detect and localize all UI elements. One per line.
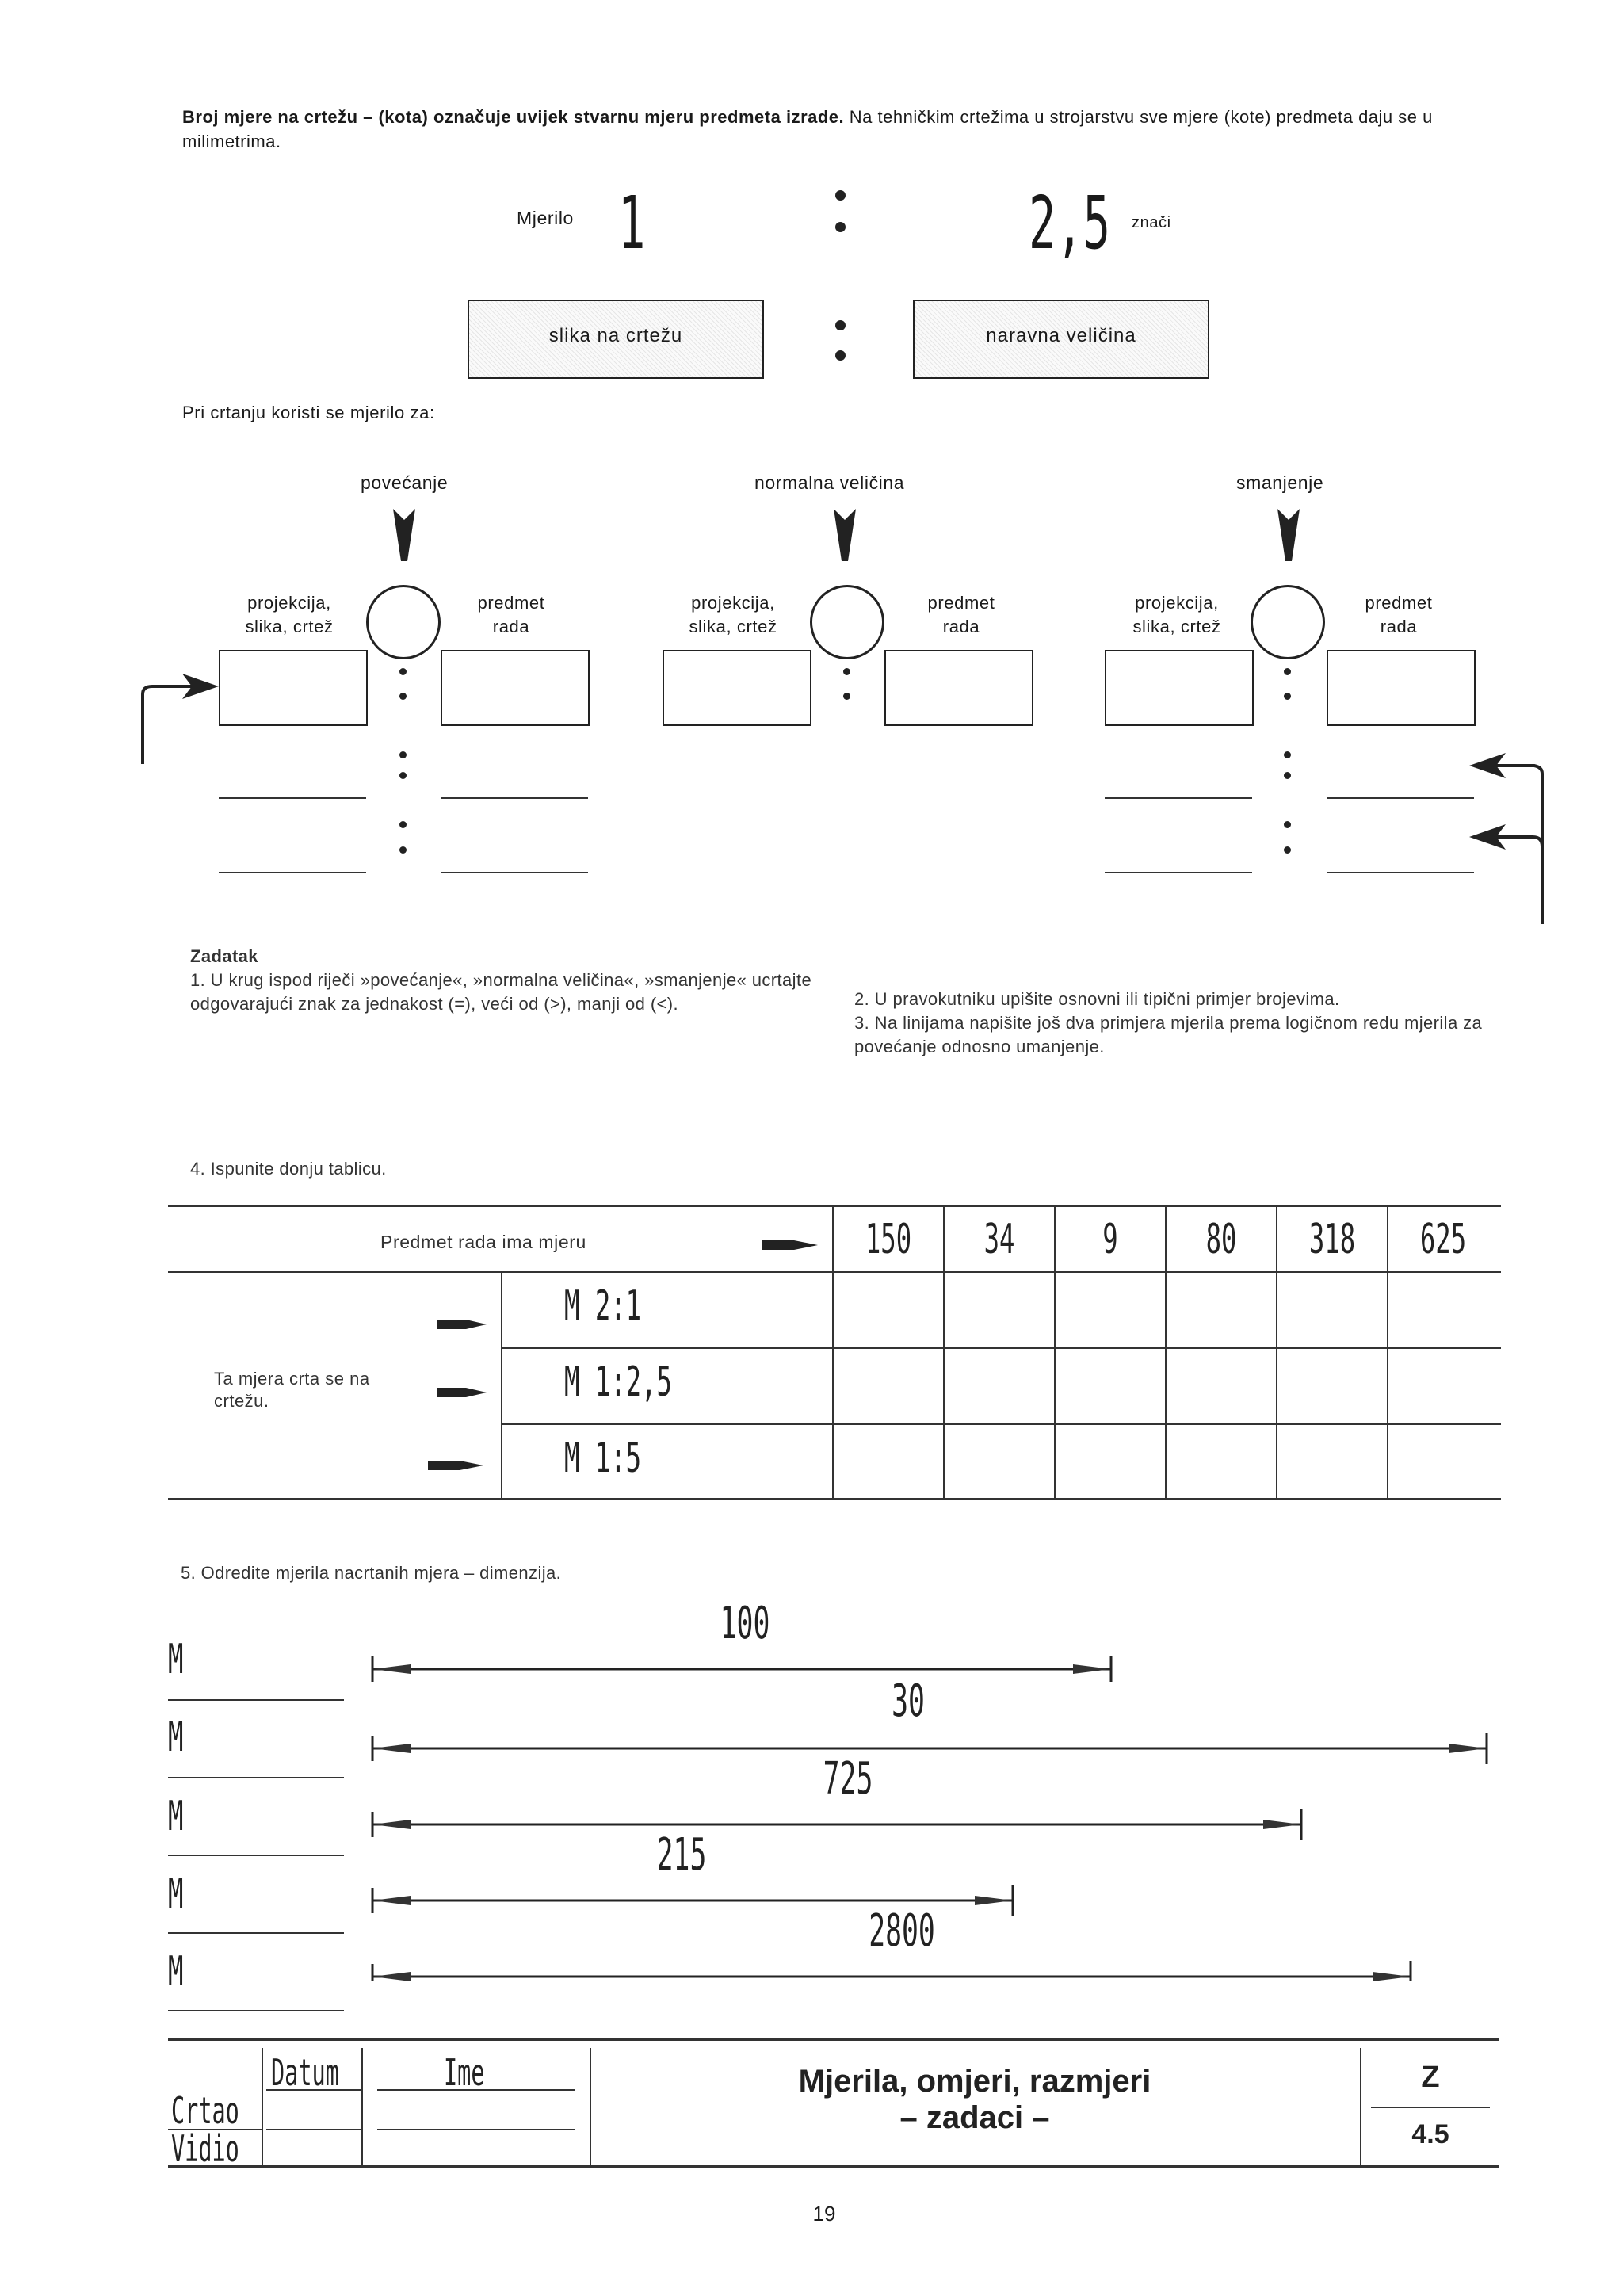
group1-left-label xyxy=(230,591,349,639)
curved-arrow-right-icon xyxy=(135,663,223,766)
group3-left-label xyxy=(1117,591,1236,639)
group3-left-label-2: slika, crtež xyxy=(1132,617,1221,636)
colon-dot xyxy=(1284,693,1291,700)
table-bottom-border xyxy=(168,1498,1501,1500)
group1-line-right-2[interactable] xyxy=(441,872,588,873)
titleblock-number: 4.5 xyxy=(1411,2119,1449,2149)
colon-dot xyxy=(1284,751,1291,758)
group-title-smanjenje: smanjenje xyxy=(1236,472,1324,493)
task-2: 2. U pravokutniku upišite osnovni ili tipični primjer brojevima. xyxy=(854,989,1340,1009)
dim-m-label: M xyxy=(168,1713,184,1761)
intro-rest: Na tehničkim crtežima u strojarstvu sve mjere (kote) predmeta daju se u milimetrima. xyxy=(182,107,1433,151)
table-value: 625 xyxy=(1419,1216,1467,1263)
task-heading: Zadatak xyxy=(190,946,258,966)
group1-line-left-2[interactable] xyxy=(219,872,366,873)
titleblock-rule xyxy=(1371,2107,1490,2108)
table-header-border xyxy=(168,1271,1501,1273)
group2-box-right[interactable] xyxy=(884,650,1033,726)
dim-value: 215 xyxy=(656,1829,707,1881)
group2-box-left[interactable] xyxy=(663,650,812,726)
table-col-border xyxy=(1276,1205,1277,1499)
titleblock-divider xyxy=(1360,2048,1361,2165)
group3-left-label-1: projekcija, xyxy=(1135,593,1219,613)
group-title-normalna: normalna veličina xyxy=(754,472,905,493)
ratio-left: 1 xyxy=(618,181,646,266)
table-col-border xyxy=(1165,1205,1167,1499)
table-col-border xyxy=(501,1271,502,1499)
colon-dot xyxy=(1284,772,1291,779)
colon-dot xyxy=(1284,668,1291,675)
group1-right-label-1: predmet xyxy=(477,593,545,613)
table-row-border xyxy=(501,1347,1501,1349)
dim-answer-line[interactable] xyxy=(168,1855,344,1856)
ratio-colon-dot xyxy=(835,350,846,361)
arrow-down-icon xyxy=(1277,509,1300,561)
intro-bold: Broj mjere na crtežu – (kota) označuje uvijek stvarnu mjeru predmeta izrade. xyxy=(182,107,845,127)
dim-value: 30 xyxy=(892,1675,925,1727)
group3-line-right-1[interactable] xyxy=(1327,797,1474,799)
group1-box-left[interactable] xyxy=(219,650,368,726)
group1-circle[interactable] xyxy=(366,585,441,659)
group2-circle[interactable] xyxy=(810,585,884,659)
table-col-border xyxy=(943,1205,945,1499)
group3-right-label xyxy=(1347,591,1450,639)
table-row-border xyxy=(501,1423,1501,1425)
dim-value: 100 xyxy=(720,1598,770,1649)
table-header-label: Predmet rada ima mjeru xyxy=(380,1232,586,1252)
table-value: 34 xyxy=(983,1216,1015,1263)
titleblock-bottom-border xyxy=(168,2165,1499,2168)
dim-answer-line[interactable] xyxy=(168,1699,344,1701)
colon-dot xyxy=(399,668,407,675)
group2-right-label xyxy=(910,591,1013,639)
ratio-right: 2,5 xyxy=(1029,181,1111,266)
colon-dot xyxy=(399,821,407,828)
dim-m-label: M xyxy=(168,1948,184,1996)
ratio-colon-dot xyxy=(835,320,846,330)
table-row-label: Ta mjera crta se na crtežu. xyxy=(214,1369,370,1411)
table-col-border xyxy=(1387,1205,1388,1499)
arrow-down-icon xyxy=(393,509,415,561)
group1-box-right[interactable] xyxy=(441,650,590,726)
colon-dot xyxy=(399,693,407,700)
titleblock-subtitle: – zadaci – xyxy=(899,2100,1050,2135)
ratio-suffix: znači xyxy=(1132,214,1171,231)
group1-line-left-1[interactable] xyxy=(219,797,366,799)
box-slika-label: slika na crtežu xyxy=(548,325,683,346)
pointer-arrow-icon xyxy=(437,1316,487,1333)
group3-box-right[interactable] xyxy=(1327,650,1476,726)
task-5: 5. Odredite mjerila nacrtanih mjera – dimenzija. xyxy=(181,1563,562,1583)
titleblock-code: Z xyxy=(1421,2061,1440,2094)
colon-dot xyxy=(399,846,407,854)
page-number: 19 xyxy=(812,2202,836,2225)
group1-line-right-1[interactable] xyxy=(441,797,588,799)
table-col-border xyxy=(1054,1205,1056,1499)
table-value: 318 xyxy=(1308,1216,1356,1263)
table-scale: M 1:2,5 xyxy=(564,1358,672,1406)
curved-arrow-left-icon xyxy=(1465,751,1552,926)
group3-right-label-2: rada xyxy=(1380,617,1418,636)
titleblock-divider xyxy=(361,2048,363,2165)
pointer-arrow-icon xyxy=(428,1457,483,1474)
table-col-border xyxy=(832,1205,834,1499)
table-value: 150 xyxy=(865,1216,912,1263)
dim-m-label: M xyxy=(168,1636,184,1683)
table-scale: M 2:1 xyxy=(564,1282,642,1330)
colon-dot xyxy=(1284,821,1291,828)
colon-dot xyxy=(399,772,407,779)
titleblock-rule xyxy=(266,2129,361,2130)
titleblock-ime: Ime xyxy=(444,2051,485,2094)
dim-answer-line[interactable] xyxy=(168,1777,344,1778)
group2-right-label-1: predmet xyxy=(927,593,995,613)
dim-m-label: M xyxy=(168,1870,184,1918)
group2-left-label xyxy=(674,591,792,639)
group3-line-right-2[interactable] xyxy=(1327,872,1474,873)
arrow-down-icon xyxy=(834,509,856,561)
colon-dot xyxy=(843,668,850,675)
titleblock-vidio: Vidio xyxy=(171,2127,239,2170)
dim-value: 2800 xyxy=(869,1905,935,1957)
titleblock-rule xyxy=(377,2129,575,2130)
titleblock-datum: Datum xyxy=(271,2051,339,2094)
dim-answer-line[interactable] xyxy=(168,2010,344,2011)
table-value: 80 xyxy=(1205,1216,1237,1263)
ratio-colon-dot xyxy=(835,222,846,232)
ratio-label: Mjerilo xyxy=(517,208,574,228)
pointer-arrow-icon xyxy=(762,1236,818,1254)
pointer-arrow-icon xyxy=(437,1384,487,1401)
table-scale: M 1:5 xyxy=(564,1435,642,1482)
group2-right-label-2: rada xyxy=(942,617,980,636)
dim-value: 725 xyxy=(823,1753,873,1805)
group2-left-label-2: slika, crtež xyxy=(689,617,777,636)
group1-left-label-2: slika, crtež xyxy=(245,617,334,636)
titleblock-top-border xyxy=(168,2038,1499,2041)
colon-dot xyxy=(843,693,850,700)
group3-box-left[interactable] xyxy=(1105,650,1254,726)
group1-right-label xyxy=(460,591,563,639)
task-4: 4. Ispunite donju tablicu. xyxy=(190,1159,387,1179)
group1-right-label-2: rada xyxy=(492,617,530,636)
group3-line-left-2[interactable] xyxy=(1105,872,1252,873)
colon-dot xyxy=(1284,846,1291,854)
box-slika-na-crtezu xyxy=(468,300,764,379)
group3-circle[interactable] xyxy=(1251,585,1325,659)
task-1: 1. U krug ispod riječi »povećanje«, »normalna veličina«, »smanjenje« ucrtajte odgovarajući znak za jednakost (=), veći od (>), manji od (<). xyxy=(190,970,812,1014)
group2-left-label-1: projekcija, xyxy=(691,593,775,613)
titleblock-divider xyxy=(590,2048,591,2165)
group-title-povecanje: povećanje xyxy=(361,472,449,493)
ratio-colon-dot xyxy=(835,190,846,201)
box-naravna-velicina xyxy=(913,300,1209,379)
table-top-border xyxy=(168,1205,1501,1207)
table-value: 9 xyxy=(1102,1216,1118,1263)
titleblock-divider xyxy=(262,2048,263,2165)
group1-left-label-1: projekcija, xyxy=(247,593,331,613)
group3-right-label-1: predmet xyxy=(1365,593,1433,613)
dim-answer-line[interactable] xyxy=(168,1932,344,1934)
colon-dot xyxy=(399,751,407,758)
titleblock-title: Mjerila, omjeri, razmjeri xyxy=(798,2064,1151,2099)
dim-m-label: M xyxy=(168,1793,184,1840)
titleblock-crtao: Crtao xyxy=(171,2089,239,2132)
usage-line: Pri crtanju koristi se mjerilo za: xyxy=(182,403,435,422)
intro-paragraph xyxy=(182,105,1514,154)
task-3: 3. Na linijama napišite još dva primjera mjerila prema logičnom redu mjerila za povećanje odnosno umanjenje. xyxy=(854,1013,1483,1056)
box-naravna-label: naravna veličina xyxy=(986,325,1136,346)
group3-line-left-1[interactable] xyxy=(1105,797,1252,799)
